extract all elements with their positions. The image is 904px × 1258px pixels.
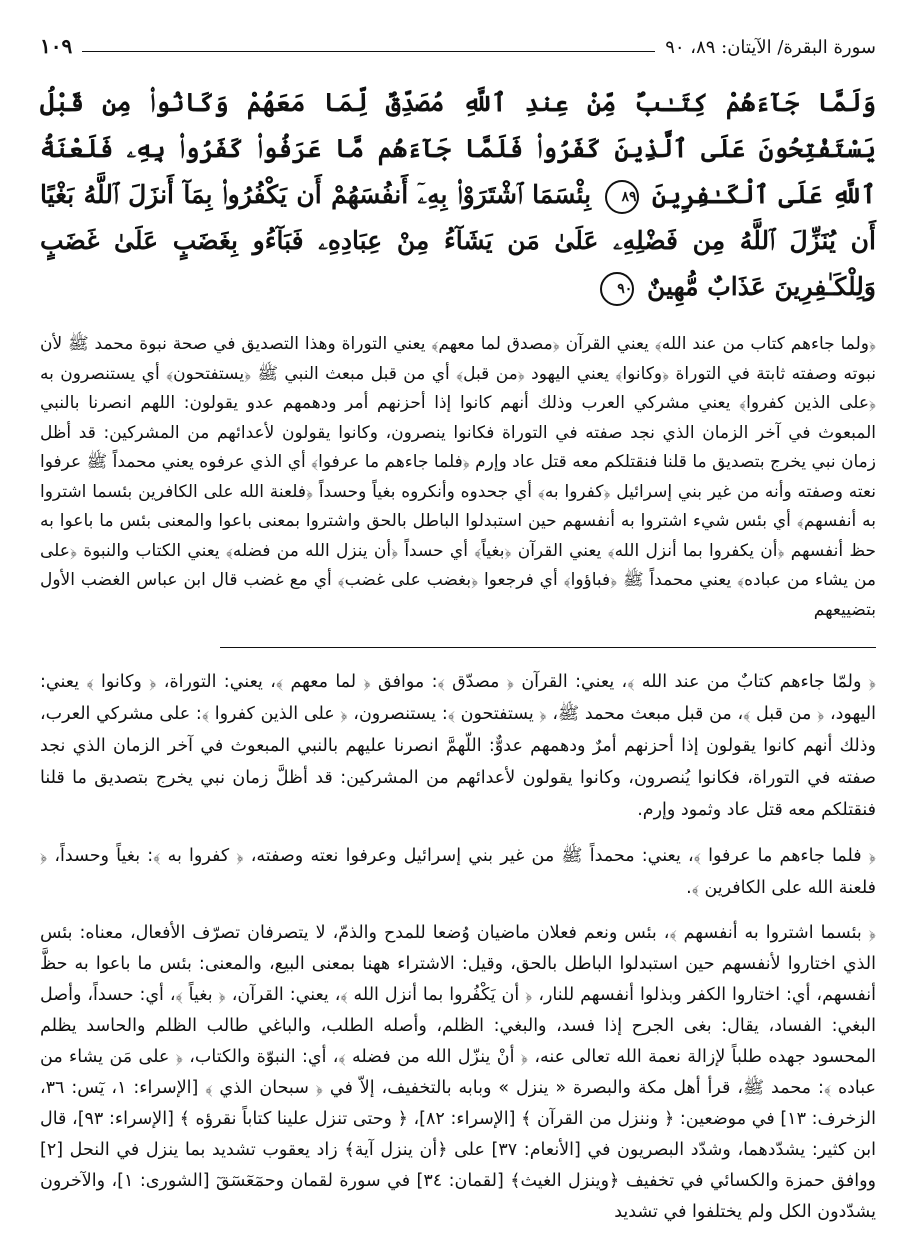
commentary-paragraph: ﴿ ولمّا جاءهم كتابٌ من عند الله ﴾، يعني: القرآن ﴿ مصدّق ﴾: موافق ﴿ لما معهم ﴾، يعني: التوراة، ﴿ وكانوا ﴾ يعني: اليهود، ﴿ من قبل ﴾، من قبل مبعث محمد ﷺ، ﴿ يستفتحون ﴾: يستنصرون، ﴿ على الذين كفروا ﴾: على مشركي العرب، وذلك أنهم كانوا يقولون إذا أحزنهم أمرٌ ودهمهم عدوٌّ: اللّهمَّ انصرنا عليهم بالنبي المبعوث في آخر الزمان الذي نجد صفته في التوراة، فكانوا يُنصرون، وكانوا يقولون لأعدائهم من المشركين: قد أظلَّ زمان نبي يخرج بتصديق ما قلنا فنقتلكم معه قتل عاد وثمود وإرم. xyxy=(40,672,876,820)
ayah-89-text: وَلَمَّا جَآءَهُمْ كِتَـٰبٌ مِّنْ عِندِ ٱللَّهِ مُصَدِّقٌ لِّمَا مَعَهُمْ وَكَانُوا۟ مِن قَبْلُ يَسْتَفْتِحُونَ عَلَى ٱلَّذِينَ كَفَرُوا۟ فَلَمَّا جَآءَهُم مَّا عَرَفُوا۟ كَفَرُوا۟ بِهِۦ فَلَعْنَةُ ٱللَّهِ عَلَى ٱلْكَـٰفِرِينَ xyxy=(40,88,876,209)
commentary-paragraph: ﴿ بئسما اشتروا به أنفسهم ﴾، بئس ونعم فعلان ماضيان وُضعا للمدح والذمّ، لا يتصرفان تصرّف الأفعال، معناه: بئس الذي اختاروا لأنفسهم حين استبدلوا الباطل بالحق، وقيل: الاشتراء ههنا بمعنى البيع، والمعنى: بئس ما باعوا به حظَّ أنفسهم، أي: اختاروا الكفر وبذلوا أنفسهم للنار، ﴿ أن يَكْفُروا بما أنزل الله ﴾، يعني: القرآن، ﴿ بغياً ﴾، أي: حسداً، وأصل البغي: الفساد، يقال: بغى الجرح إذا فسد، والبغي: الظلم، وأصله الطلب، والباغي طالب الظلم والحاسد يظلم المحسود جهده طلباً لإزالة نعمة الله تعالى عنه، ﴿ أنْ ينزّل الله من فضله ﴾، أي: النبوّة والكتاب، ﴿ على مَن يشاء من عباده ﴾: محمد ﷺ، قرأ أهل مكة والبصرة « ينزل » وبابه بالتخفيف، إلاّ في ﴿ سبحان الذي ﴾ [الإسراء: ١، يٓس: ٣٦، الزخرف: ١٣] في موضعين: ﴿ وننزل من القرآن ﴾ [الإسراء: ٨٢]، ﴿ وحتى تنزل علينا كتاباً نقرؤه ﴾ [الإسراء: ٩٣]، قال ابن كثير: يشدّدهما، وشدّد البصريون في [الأنعام: ٣٧] على ﴿أن ينزل آية﴾ زاد يعقوب تشديد بما ينزل في النحل [٢] ووافق حمزة والكسائي في تخفيف ﴿وينزل الغيث﴾ [لقمان: ٣٤] في سورة لقمان وحمٓعٓسٓقٓ [الشورى: ١]، والآخرون يشدّدون الكل ولم يختلفوا في تشديد xyxy=(40,923,877,1222)
page-number: ١٠٩ xyxy=(40,34,73,58)
commentary-paragraph: ﴿ فلما جاءهم ما عرفوا ﴾، يعني: محمداً ﷺ من غير بني إسرائيل وعرفوا نعته وصفته، ﴿ كفروا به ﴾: بغياً وحسداً، ﴿ فلعنة الله على الكافرين ﴾. xyxy=(40,846,876,898)
header-rule xyxy=(82,51,655,52)
book-page xyxy=(40,24,876,1242)
ayah-90-text: بِئْسَمَا ٱشْتَرَوْا۟ بِهِۦٓ أَنفُسَهُمْ أَن يَكْفُرُوا۟ بِمَآ أَنزَلَ ٱللَّهُ بَغْيًا أَن يُنَزِّلَ ٱللَّهُ مِن فَضْلِهِۦ عَلَىٰ مَن يَشَآءُ مِنْ عِبَادِهِۦ فَبَآءُو بِغَضَبٍ عَلَىٰ غَضَبٍ وَلِلْكَـٰفِرِينَ عَذَابٌ مُّهِينٌ xyxy=(40,180,876,301)
tafsir-commentary-upper: ﴿ولما جاءهم كتاب من عند الله﴾ يعني القرآن ﴿مصدق لما معهم﴾ يعني التوراة وهذا التصديق في صحة نبوة محمد ﷺ لأن نبوته وصفته ثابتة في التوراة ﴿وكانوا﴾ يعني اليهود ﴿من قبل﴾ أي من قبل مبعث النبي ﷺ ﴿يستفتحون﴾ أي يستنصرون به ﴿على الذين كفروا﴾ يعني مشركي العرب وذلك أنهم كانوا إذا أحزنهم أمر ودهمهم عدو يقولون: اللهم انصرنا بالنبي المبعوث في آخر الزمان الذي نجد صفته في التوراة فكانوا ينصرون، وكانوا يقولون لأعدائهم من المشركين: قد أظل زمان نبي يخرج بتصديق ما قلنا فنقتلكم معه قتل عاد وإرم ﴿فلما جاءهم ما عرفوا﴾ أي الذي عرفوه يعني محمداً ﷺ عرفوا نعته وصفته وأنه من غير بني إسرائيل ﴿كفروا به﴾ أي جحدوه وأنكروه بغياً وحسداً ﴿فلعنة الله على الكافرين بئسما اشتروا به أنفسهم﴾ أي بئس شيء اشتروا به أنفسهم حين استبدلوا الباطل بالحق واشتروا بمعنى باعوا والمعنى بئس ما باعوا به حظ أنفسهم ﴿أن يكفروا بما أنزل الله﴾ يعني القرآن ﴿بغياً﴾ أي حسداً ﴿أن ينزل الله من فضله﴾ يعني الكتاب والنبوة ﴿على من يشاء من عباده﴾ يعني محمداً ﷺ ﴿فباؤوا﴾ أي فرجعوا ﴿بغضب على غضب﴾ أي مع غضب قال ابن عباس الغضب الأول بتضييعهم xyxy=(40,334,876,620)
page-header xyxy=(40,24,876,58)
section-divider xyxy=(220,647,876,648)
quran-verses xyxy=(40,80,876,310)
tafsir-commentary-lower xyxy=(40,666,876,1228)
ayah-number-marker: ٩٠ xyxy=(600,272,634,306)
surah-reference: سورة البقرة/ الآيتان: ٨٩، ٩٠ xyxy=(665,37,876,58)
ayah-number-marker: ٨٩ xyxy=(605,180,639,214)
